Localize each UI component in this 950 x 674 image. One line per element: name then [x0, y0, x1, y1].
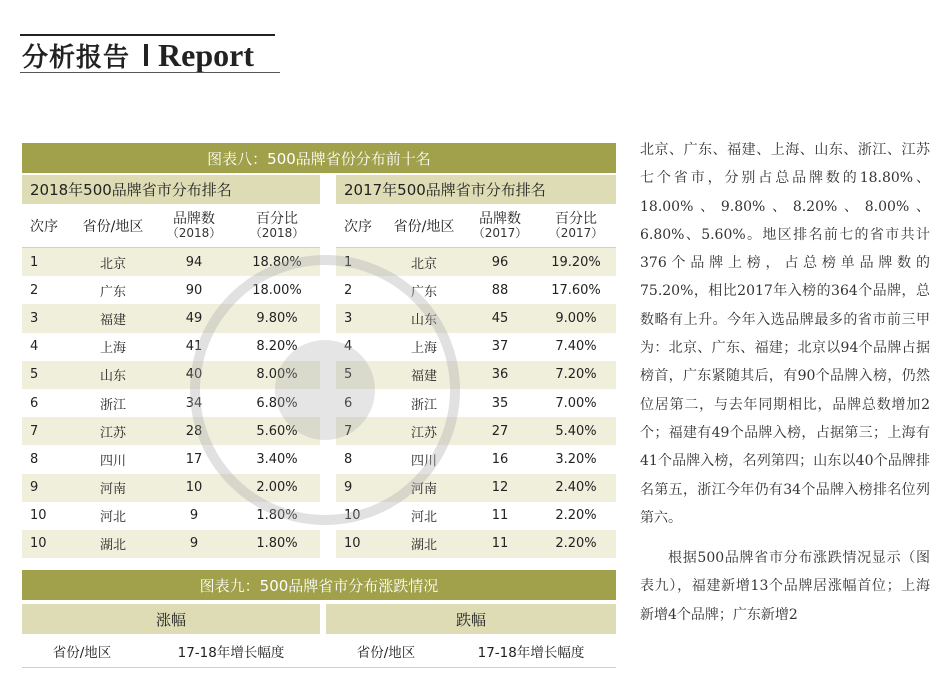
cell-rank: 9	[344, 480, 353, 496]
cell-rank: 10	[344, 536, 361, 552]
cell-rank: 4	[30, 339, 39, 355]
table-2018-title: 2018年500品牌省市分布排名	[22, 175, 320, 205]
cell-pct: 7.40%	[555, 339, 597, 355]
cell-pct: 1.80%	[256, 508, 298, 524]
cell-rank: 7	[344, 423, 353, 439]
cell-region: 四川	[99, 453, 126, 469]
cell-region: 北京	[410, 256, 437, 272]
table-row	[336, 248, 616, 276]
table-2017-title: 2017年500品牌省市分布排名	[336, 175, 616, 205]
table-row	[336, 417, 616, 445]
cell-region: 福建	[99, 312, 126, 328]
table-row	[22, 389, 320, 417]
cell-pct: 3.20%	[555, 451, 597, 467]
table-row	[336, 530, 616, 558]
header-region: 省份/地区	[393, 219, 455, 235]
header-title-zh: 分析报告	[22, 42, 131, 73]
cell-region: 上海	[410, 341, 437, 357]
cell-rank: 6	[344, 395, 353, 411]
cell-rank: 10	[344, 508, 361, 524]
cell-count: 35	[491, 395, 509, 411]
cell-count: 88	[491, 282, 509, 298]
cell-count: 11	[491, 508, 509, 524]
header-rank: 次序	[344, 219, 372, 235]
article-text	[640, 136, 930, 641]
cell-region: 河北	[99, 510, 126, 526]
cell-count: 36	[491, 367, 509, 383]
cell-rank: 9	[30, 480, 39, 496]
header-divider	[144, 44, 148, 66]
fall-region-header: 省份/地区	[356, 644, 416, 661]
cell-region: 四川	[410, 453, 437, 469]
header-pct: 百分比 （2017）	[548, 211, 604, 240]
cell-count: 16	[491, 451, 509, 467]
header-region: 省份/地区	[82, 219, 144, 235]
cell-count: 45	[491, 310, 509, 326]
cell-region: 山东	[99, 369, 126, 385]
table-row	[336, 502, 616, 530]
cell-count: 34	[185, 395, 203, 411]
cell-count: 37	[491, 339, 509, 355]
cell-pct: 17.60%	[551, 282, 601, 298]
cell-pct: 19.20%	[551, 254, 601, 270]
cell-region: 湖北	[99, 538, 126, 554]
cell-pct: 2.20%	[555, 536, 597, 552]
table-row	[22, 474, 320, 502]
table-column-gap	[326, 175, 330, 553]
table-row	[336, 333, 616, 361]
cell-count: 28	[185, 423, 203, 439]
cell-count: 27	[491, 423, 509, 439]
fall-header: 跌幅	[326, 604, 616, 634]
cell-pct: 6.80%	[256, 395, 298, 411]
cell-pct: 7.20%	[555, 367, 597, 383]
table-row	[22, 304, 320, 332]
table-row	[336, 361, 616, 389]
cell-pct: 2.20%	[555, 508, 597, 524]
table-row	[22, 276, 320, 304]
table-2018-body	[22, 248, 320, 558]
header-pct: 百分比 （2018）	[249, 211, 305, 240]
cell-region: 上海	[99, 341, 126, 357]
cell-count: 9	[189, 536, 199, 552]
rise-change-header: 17-18年增长幅度	[177, 644, 285, 661]
cell-pct: 2.00%	[256, 480, 298, 496]
cell-pct: 9.00%	[555, 310, 597, 326]
fall-change-header: 17-18年增长幅度	[477, 644, 585, 661]
table-2018	[22, 175, 320, 558]
cell-count: 10	[185, 480, 203, 496]
cell-count: 11	[491, 536, 509, 552]
table-2018-header	[22, 205, 320, 248]
header-count: 品牌数 （2018）	[166, 211, 222, 240]
table-2017-header	[336, 205, 616, 248]
cell-count: 90	[185, 282, 203, 298]
table-eight	[22, 143, 616, 553]
cell-region: 河北	[410, 510, 437, 526]
cell-rank: 5	[30, 367, 39, 383]
cell-rank: 8	[344, 451, 353, 467]
cell-rank: 5	[344, 367, 353, 383]
cell-region: 江苏	[99, 425, 126, 441]
cell-pct: 8.00%	[256, 367, 298, 383]
cell-rank: 1	[30, 254, 39, 270]
rise-header: 涨幅	[22, 604, 320, 634]
cell-pct: 18.80%	[252, 254, 302, 270]
cell-rank: 7	[30, 423, 39, 439]
cell-rank: 3	[30, 310, 39, 326]
table-nine-title: 图表九：500品牌省市分布涨跌情况	[22, 570, 616, 600]
cell-rank: 10	[30, 508, 47, 524]
cell-rank: 6	[30, 395, 39, 411]
cell-pct: 7.00%	[555, 395, 597, 411]
cell-pct: 5.40%	[555, 423, 597, 439]
table-row	[22, 530, 320, 558]
section-header	[22, 38, 254, 72]
cell-region: 江苏	[410, 425, 437, 441]
cell-count: 94	[185, 254, 203, 270]
cell-count: 17	[185, 451, 203, 467]
cell-region: 河南	[410, 482, 437, 498]
table-nine	[22, 570, 616, 668]
cell-region: 广东	[410, 284, 437, 300]
header-title-en: Report	[158, 36, 254, 73]
table-row	[336, 304, 616, 332]
header-count: 品牌数 （2017）	[472, 211, 528, 240]
cell-rank: 2	[344, 282, 353, 298]
cell-count: 9	[189, 508, 199, 524]
table-row	[336, 445, 616, 473]
cell-count: 41	[185, 339, 203, 355]
table-nine-column-headers	[22, 634, 616, 668]
cell-rank: 2	[30, 282, 39, 298]
cell-count: 49	[185, 310, 203, 326]
cell-pct: 1.80%	[256, 536, 298, 552]
cell-pct: 9.80%	[256, 310, 298, 326]
cell-rank: 8	[30, 451, 39, 467]
cell-rank: 4	[344, 339, 353, 355]
table-row	[22, 417, 320, 445]
table-row	[22, 502, 320, 530]
table-row	[22, 361, 320, 389]
cell-region: 福建	[410, 369, 437, 385]
table-row	[22, 333, 320, 361]
cell-region: 湖北	[410, 538, 437, 554]
cell-rank: 3	[344, 310, 353, 326]
header-rank: 次序	[30, 219, 58, 235]
table-nine-subheaders	[22, 604, 616, 634]
cell-region: 浙江	[99, 397, 126, 413]
table-row	[336, 389, 616, 417]
cell-region: 河南	[99, 482, 126, 498]
cell-rank: 10	[30, 536, 47, 552]
cell-count: 96	[491, 254, 509, 270]
article-paragraph-1: 北京、广东、福建、上海、山东、浙江、江苏七个省市，分别占总品牌数的18.80%、18.00%、9.80%、8.20%、8.00%、6.80%、5.60%。地区排名前七的省市共计376个品牌上榜，占总榜单品牌数的75.20%，相比2017年入榜的364个品牌，总数略有上升。今年入选品牌最多的省市前三甲为：北京、广东、福建；北京以94个品牌占据榜首，广东紧随其后，有90个品牌入榜，仍然位居第二，与去年同期相比，品牌总数增加2个；福建有49个品牌入榜，占据第三；上海有41个品牌入榜，名列第四；山东以40个品牌排名第五，浙江今年仍有34个品牌入榜排名位列第六。	[640, 142, 930, 526]
cell-pct: 3.40%	[256, 451, 298, 467]
cell-pct: 18.00%	[252, 282, 302, 298]
table-2017-body	[336, 248, 616, 558]
table-row	[336, 276, 616, 304]
cell-pct: 5.60%	[256, 423, 298, 439]
cell-region: 北京	[99, 256, 126, 272]
article-paragraph-2: 根据500品牌省市分布涨跌情况显示（图表九），福建新增13个品牌居涨幅首位；上海新增4个品牌；广东新增2	[640, 550, 930, 623]
cell-pct: 2.40%	[555, 480, 597, 496]
table-eight-title: 图表八：500品牌省份分布前十名	[22, 143, 616, 173]
cell-pct: 8.20%	[256, 339, 298, 355]
cell-count: 40	[185, 367, 203, 383]
cell-count: 12	[491, 480, 509, 496]
rise-region-header: 省份/地区	[52, 644, 112, 661]
header-bottom-rule	[20, 72, 280, 73]
table-2017	[336, 175, 616, 558]
cell-region: 广东	[99, 284, 126, 300]
cell-region: 浙江	[410, 397, 437, 413]
table-row	[22, 445, 320, 473]
cell-rank: 1	[344, 254, 353, 270]
cell-region: 山东	[410, 312, 437, 328]
table-row	[336, 474, 616, 502]
table-row	[22, 248, 320, 276]
